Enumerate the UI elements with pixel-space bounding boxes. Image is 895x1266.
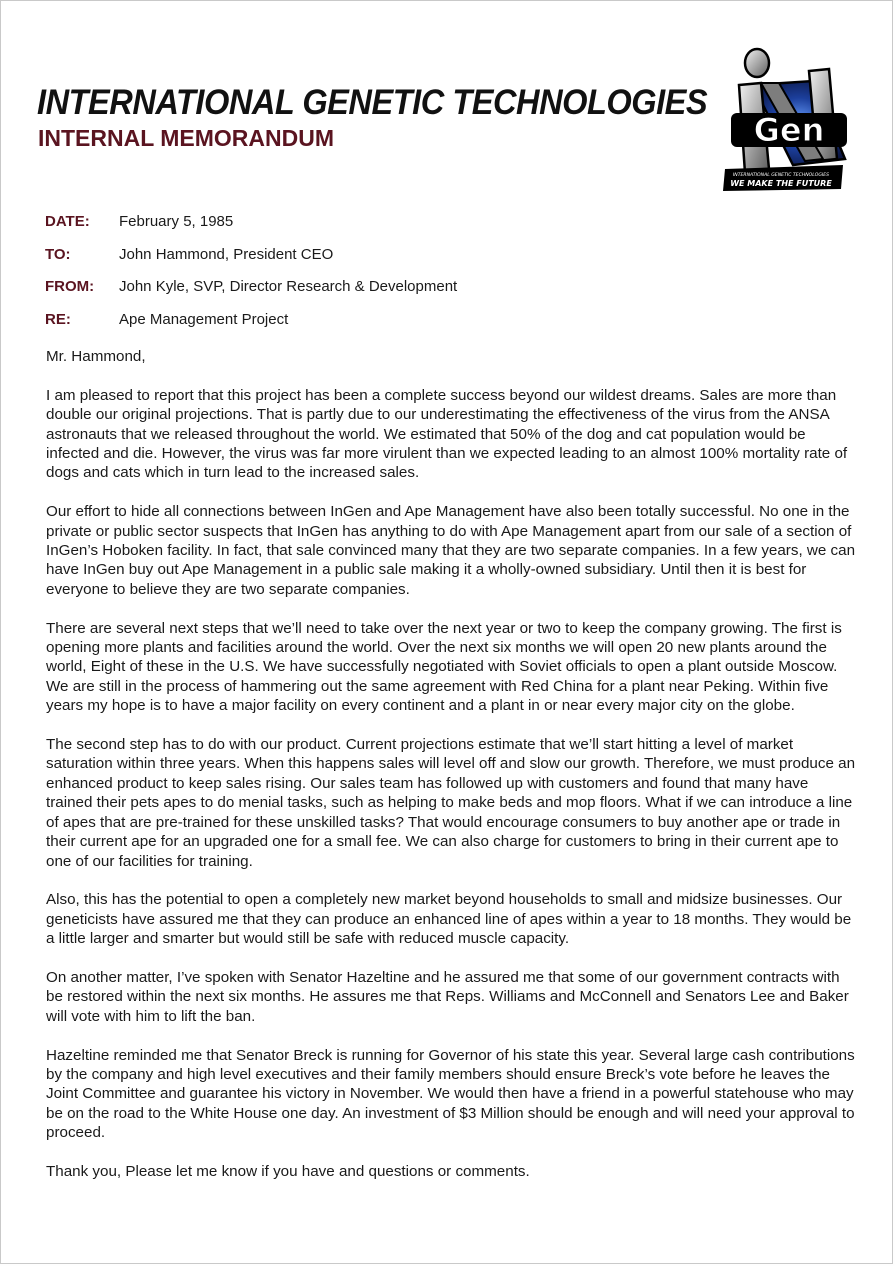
- salutation: Mr. Hammond,: [46, 348, 146, 365]
- paragraph: I am pleased to report that this project has been a complete success beyond our wildest dreams. Sales are more than double our original projections. That is partly due to our underestimating the effectiveness of the virus from the ANSA astronauts that we released throughout the world. We estimated that 50% of the dog and cat population would be infected and die. However, the virus was far more virulent than we expected leading to an almost 100% mortality rate of dogs and cats which in turn lead to the increased sales.: [46, 386, 848, 482]
- paragraph: Hazeltine reminded me that Senator Breck is running for Governor of his state this year. Several large cash contributions by the company and high level executives and their family members should ensure Breck’s vote before he leaves the Joint Committee and guarantee his victory in November. We would then have a friend in a powerful statehouse who may be on the road to the White House one day. An investment of $3 Million should be enough and will need your approval to proceed.: [46, 1046, 855, 1142]
- logo-tagline: WE MAKE THE FUTURE: [730, 179, 832, 188]
- logo-tagline-small: INTERNATIONAL GENETIC TECHNOLOGIES: [732, 173, 830, 178]
- ingen-logo: [717, 41, 857, 191]
- date-label: DATE:: [45, 213, 90, 230]
- paragraph: Also, this has the potential to open a completely new market beyond households to small and midsize businesses. Our geneticists have assured me that they can produce an enhanced line of apes within a year to 18 months. They would be a little larger and smarter but would still be safe with reduced muscle capacity.: [46, 891, 852, 948]
- paragraph: The second step has to do with our product. Current projections estimate that we’ll start hitting a level of market saturation within three years. When this happens sales will level off and slow our growth. Therefore, we must produce an enhanced product to keep sales rising. Our sales team has followed up with customers and found that many have trained their pets apes to do menial tasks, such as helping to make beds and mop floors. What if we can introduce a line of apes that are pre-trained for these unskilled tasks? That would encourage consumers to buy another ape or trade in their current ape for an upgraded one for a small fee. We can also charge for customers to bring in their current ape to one of our facilities for training.: [46, 736, 856, 870]
- date-field: [45, 213, 457, 246]
- memo-body: [46, 347, 856, 1181]
- re-value: Ape Management Project: [119, 311, 289, 329]
- from-value: John Kyle, SVP, Director Research & Development: [119, 278, 458, 296]
- re-label: RE:: [45, 311, 71, 329]
- date-value: February 5, 1985: [119, 213, 234, 230]
- company-title: INTERNATIONAL GENETIC TECHNOLOGIES: [37, 83, 708, 122]
- to-value: John Hammond, President CEO: [119, 245, 334, 263]
- from-label: FROM:: [45, 278, 95, 296]
- from-field: [45, 278, 457, 311]
- re-field: [45, 311, 457, 344]
- paragraph: There are several next steps that we’ll need to take over the next year or two to keep the company growing. The first is opening more plants and facilities around the world. Over the next six months we will open 20 new plants around the world, Eight of these in the U.S. We have successfully negotiated with Soviet officials to open a plant outside Moscow. We are still in the process of hammering out the same agreement with Red China for a plant near Peking. Within five years my hope is to have a major facility on every continent and a plant in or near every major city on the globe.: [46, 619, 842, 715]
- memo-subtitle: INTERNAL MEMORANDUM: [38, 125, 335, 151]
- closing-line: Thank you, Please let me know if you have and questions or comments.: [46, 1162, 530, 1180]
- to-field: [45, 246, 457, 279]
- logo-wordmark: Gen: [753, 111, 825, 149]
- to-label: TO:: [45, 245, 71, 263]
- paragraph: Our effort to hide all connections between InGen and Ape Management have also been totally successful. No one in the private or public sector suspects that InGen has anything to do with Ape Management apart from our sale of a section of InGen’s Hoboken facility. In fact, that sale convinced many that they are two separate companies. In a few years, we can have InGen buy out Ape Management in a public sale making it a wholly-owned subsidiary. Until then it is best for everyone to believe they are two separate companies.: [46, 503, 856, 598]
- memo-header-fields: [45, 213, 457, 344]
- paragraph: On another matter, I’ve spoken with Senator Hazeltine and he assured me that some of our government contracts with be restored within the next six months. He assures me that Reps. Williams and McConnell and Senators Lee and Baker will vote with him to lift the ban.: [46, 968, 849, 1025]
